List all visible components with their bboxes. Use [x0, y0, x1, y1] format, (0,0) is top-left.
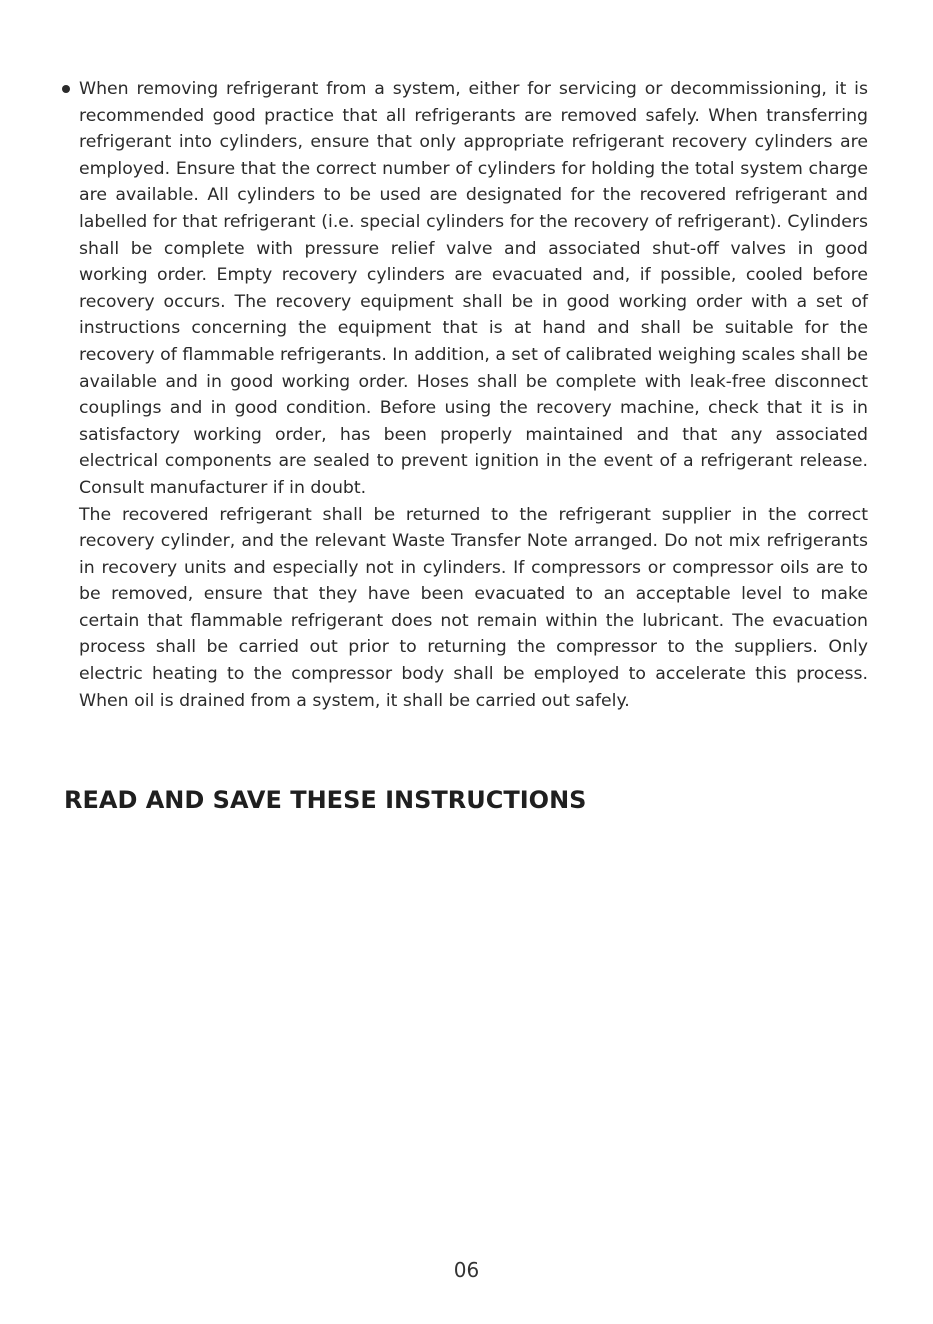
- bullet-dot-icon: [62, 85, 70, 93]
- section-heading: READ AND SAVE THESE INSTRUCTIONS: [64, 786, 587, 814]
- main-content: [62, 76, 868, 714]
- page-number: 06: [453, 1258, 480, 1282]
- paragraph-refrigerant-return: The recovered refrigerant shall be returned to the refrigerant supplier in the correct recovery cylinder, and the relevant Waste Transfer Note arranged. Do not mix refrigerants in recovery units and especially not in cylinders. If compressors or compressor oils are to be removed, ensure that they have been evacuated to an acceptable level to make certain that flammable refrigerant does not remain within the lubricant. The evacuation process shall be carried out prior to returning the compressor to the suppliers. Only electric heating to the compressor body shall be employed to accelerate this process. When oil is drained from a system, it shall be carried out safely.: [79, 504, 868, 711]
- paragraph-refrigerant-recovery: When removing refrigerant from a system, either for servicing or decommissioning, it is recommended good practice that all refrigerants are removed safely. When transferring refrigerant into cylinders, ensure that only appropriate refrigerant recovery cylinders are employed. Ensure that the correct number of cylinders for holding the total system charge are available. All cylinders to be used are designated for the recovered refrigerant and labelled for that refrigerant (i.e. special cylinders for the recovery of refrigerant). Cylinders shall be complete with pressure relief valve and associated shut-off valves in good working order. Empty recovery cylinders are evacuated and, if possible, cooled before recovery occurs. The recovery equipment shall be in good working order with a set of instructions concerning the equipment that is at hand and shall be suitable for the recovery of flammable refrigerants. In addition, a set of calibrated weighing scales shall be available and in good working order. Hoses shall be complete with leak-free disconnect couplings and in good condition. Before using the recovery machine, check that it is in satisfactory working order, has been properly maintained and that any associated electrical components are sealed to prevent ignition in the event of a refrigerant release. Consult manufacturer if in doubt.: [79, 79, 868, 498]
- bullet-item: [62, 76, 868, 714]
